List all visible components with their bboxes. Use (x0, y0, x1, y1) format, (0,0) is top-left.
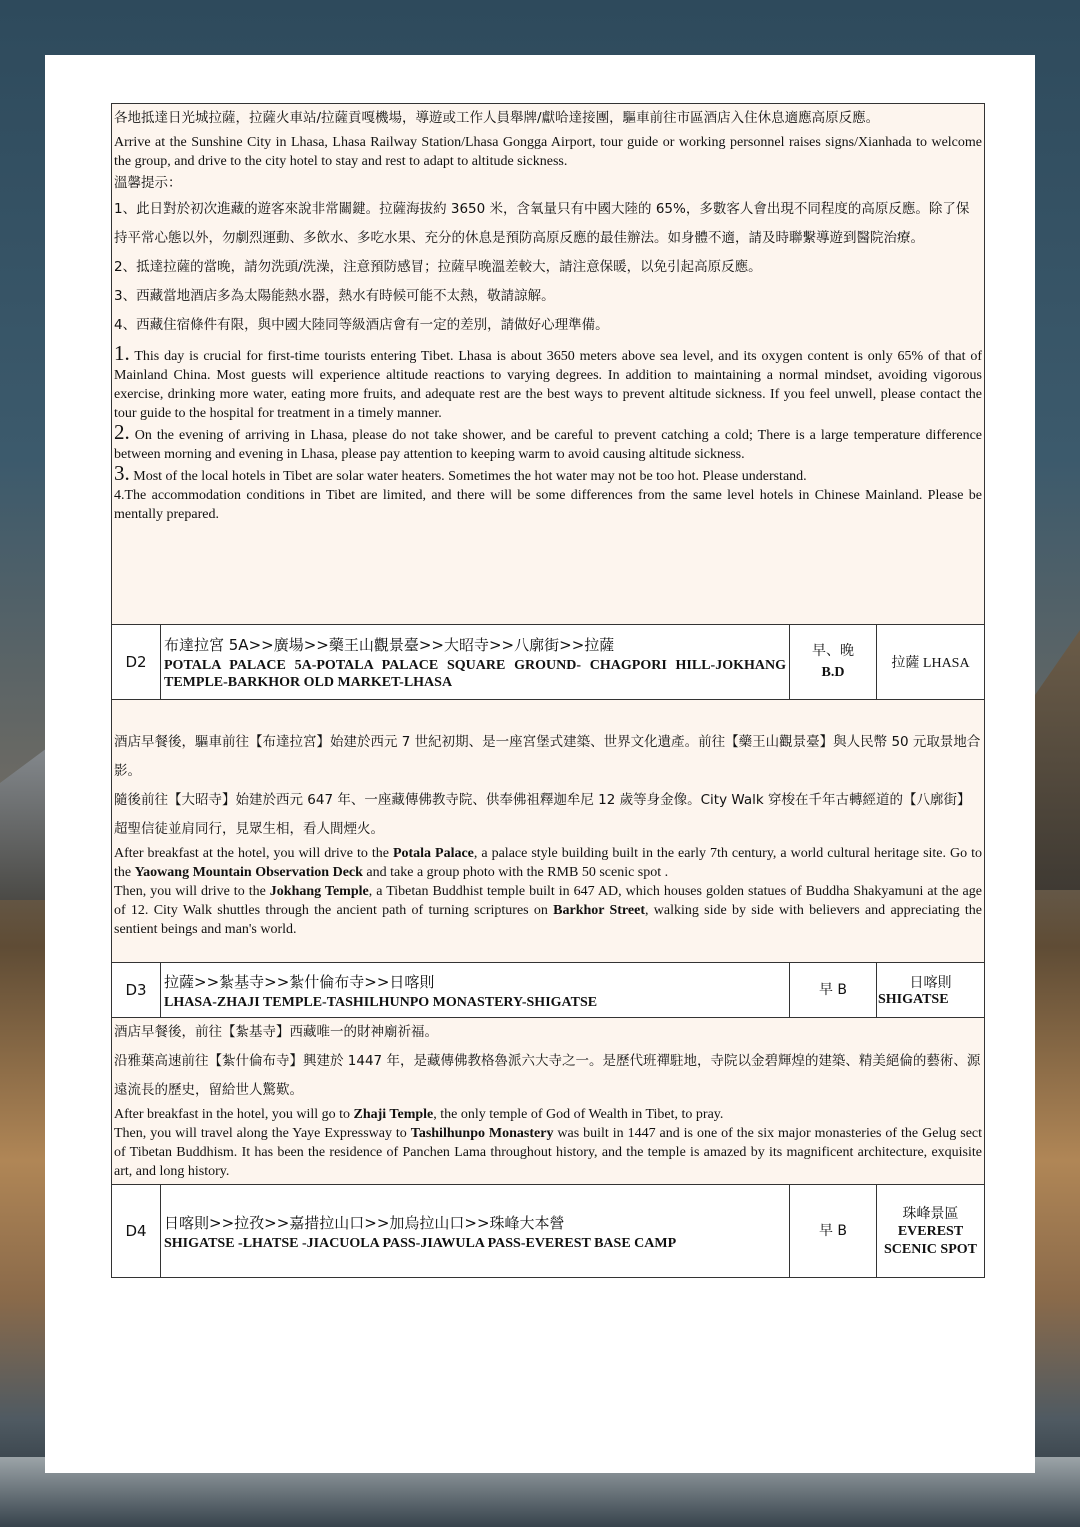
d4-day: D4 (112, 1185, 161, 1278)
d2-route-en: POTALA PALACE 5A-POTALA PALACE SQUARE GROUND- CHAGPORI HILL-JOKHANG TEMPLE-BARKHOR OLD MARKET-LHASA (164, 658, 786, 690)
d3-cn-p2: 沿雅葉高速前往【紮什倫布寺】興建於 1447 年，是藏傳佛教格魯派六大寺之一。是歷代班禪駐地，寺院以金碧輝煌的建築、精美絕倫的藝術、源遠流長的歷史，留給世人驚歎。 (114, 1053, 981, 1098)
d2-meal-cn: 早、晚 (812, 643, 854, 659)
d3-route (161, 963, 790, 1018)
tips-title: 溫馨提示： (114, 175, 182, 191)
d4-route-cn: 日喀則>>拉孜>>嘉措拉山口>>加烏拉山口>>珠峰大本營 (164, 1213, 565, 1232)
d3-en-p2: Then, you will travel along the Yaye Expressway to Tashilhunpo Monastery was built in 1447 and is one of the six major monasteries of the Gelug sect of Tibetan Buddhism. It has been the residence of Panchen Lama throughout history, and the temple is amazed by its magnificent architecture, exquisite art, and long history. (114, 1126, 983, 1179)
d3-meal: 早 B (790, 963, 877, 1018)
d3-stay-en: SHIGATSE (878, 992, 949, 1007)
d2-details (111, 699, 985, 963)
d2-meal (790, 625, 877, 700)
d3-details (111, 1017, 985, 1185)
d1-cn-intro: 各地抵達日光城拉薩，拉薩火車站/拉薩貢嘎機場，導遊或工作人員舉牌/獻哈達接團，驅車前往市區酒店入住休息適應高原反應。 (114, 110, 880, 126)
d1-en-intro: Arrive at the Sunshine City in Lhasa, Lhasa Railway Station/Lhasa Gongga Airport, tour guide or working personnel raises signs/Xianhada to welcome the group, and drive to the city hotel to stay and rest to adapt to altitude sickness. (114, 135, 982, 169)
d4-meal: 早 B (790, 1185, 877, 1278)
d4-route-en: SHIGATSE -LHATSE -JIACUOLA PASS-JIAWULA PASS-EVEREST BASE CAMP (164, 1235, 677, 1251)
tip-cn-1: 1、此日對於初次進藏的遊客來說非常關鍵。拉薩海拔約 3650 米，含氧量只有中國大陸的 65%，多數客人會出現不同程度的高原反應。除了保持平常心態以外，勿劇烈運動、多飲水、多吃水果、充分的休息是預防高原反應的最佳辦法。如身體不適，請及時聯繫導遊到醫院治療。 (114, 201, 970, 246)
tip-cn-3: 3、西藏當地酒店多為太陽能熱水器，熱水有時候可能不太熱，敬請諒解。 (114, 288, 555, 304)
d2-en-p1: After breakfast at the hotel, you will drive to the Potala Palace, a palace style building built in the early 7th century, a world cultural heritage site. Go to the Yaowang Mountain Observation Deck and take a group photo with the RMB 50 scenic spot . (114, 846, 982, 880)
d3-stay-cn: 日喀則 (909, 975, 952, 991)
d4-route (161, 1185, 790, 1278)
d3-stay (877, 963, 985, 1018)
d2-stay: 拉薩 LHASA (877, 625, 985, 700)
d2-cn-p1: 酒店早餐後，驅車前往【布達拉宮】始建於西元 7 世紀初期、是一座宮堡式建築、世界文化遺產。前往【藥王山觀景臺】與人民幣 50 元取景地合影。 (114, 734, 981, 779)
d3-day: D3 (112, 963, 161, 1018)
d2-row (111, 624, 985, 700)
d3-cn-p1: 酒店早餐後，前往【紮基寺】西藏唯一的財神廟祈福。 (114, 1024, 438, 1040)
d2-day: D2 (112, 625, 161, 700)
tip-cn-2: 2、抵達拉薩的當晚，請勿洗頭/洗澡，注意預防感冒；拉薩早晚溫差較大，請注意保暖，以免引起高原反應。 (114, 259, 762, 275)
d1-details (111, 103, 985, 625)
d2-meal-en: B.D (821, 665, 845, 680)
d3-route-cn: 拉薩>>紮基寺>>紮什倫布寺>>日喀則 (164, 972, 435, 991)
d4-row (111, 1184, 985, 1278)
d4-stay-cn: 珠峰景區 (902, 1206, 959, 1222)
d2-en-p2: Then, you will drive to the Jokhang Temple, a Tibetan Buddhist temple built in 647 AD, which houses golden statues of Buddha Shakyamuni at the age of 12. City Walk shuttles through the ancient path of turning scriptures on Barkhor Street, walking side by side with believers and appreciating the sentient beings and man's world. (114, 884, 982, 937)
d4-stay-en: EVEREST SCENIC SPOT (884, 1224, 977, 1257)
itinerary-document (111, 103, 985, 1278)
d3-en-p1: After breakfast in the hotel, you will go to Zhaji Temple, the only temple of God of Wealth in Tibet, to pray. (114, 1107, 724, 1122)
d2-route (161, 625, 790, 700)
tip-en-3: 3. Most of the local hotels in Tibet are solar water heaters. Sometimes the hot water may not be too hot. Please understand. (114, 461, 807, 485)
d4-stay (877, 1185, 985, 1278)
d3-route-en: LHASA-ZHAJI TEMPLE-TASHILHUNPO MONASTERY-SHIGATSE (164, 994, 598, 1010)
tip-en-1: 1. This day is crucial for first-time tourists entering Tibet. Lhasa is about 3650 meters above sea level, and its oxygen content is only 65% of that of Mainland China. Most guests will experience altitude reactions to varying degrees. In addition to maintaining a normal mindset, avoiding vigorous exercise, drinking more water, eating more fruits, and adequate rest are the best ways to prevent altitude sickness. If you feel unwell, please contact the tour guide to the hospital for treatment in a timely manner. (114, 341, 983, 421)
tip-en-4: 4.The accommodation conditions in Tibet are limited, and there will be some differences from the same level hotels in Chinese Mainland. Please be mentally prepared. (114, 488, 982, 522)
d2-cn-p2: 隨後前往【大昭寺】始建於西元 647 年、一座藏傳佛教寺院、供奉佛祖釋迦牟尼 12 歲等身金像。City Walk 穿梭在千年古轉經道的【八廓街】超聖信徒並肩同行，見眾生相，看人間煙火。 (114, 792, 971, 837)
tip-en-2: 2. On the evening of arriving in Lhasa, please do not take shower, and be careful to prevent catching a cold; There is a large temperature difference between morning and evening in Lhasa, please pay attention to keeping warm to avoid causing altitude sickness. (114, 420, 983, 462)
tip-cn-4: 4、西藏住宿條件有限，與中國大陸同等級酒店會有一定的差別，請做好心理準備。 (114, 317, 609, 333)
d2-route-cn: 布達拉宮 5A>>廣場>>藥王山觀景臺>>大昭寺>>八廓街>>拉薩 (164, 636, 615, 654)
d3-row (111, 962, 985, 1018)
